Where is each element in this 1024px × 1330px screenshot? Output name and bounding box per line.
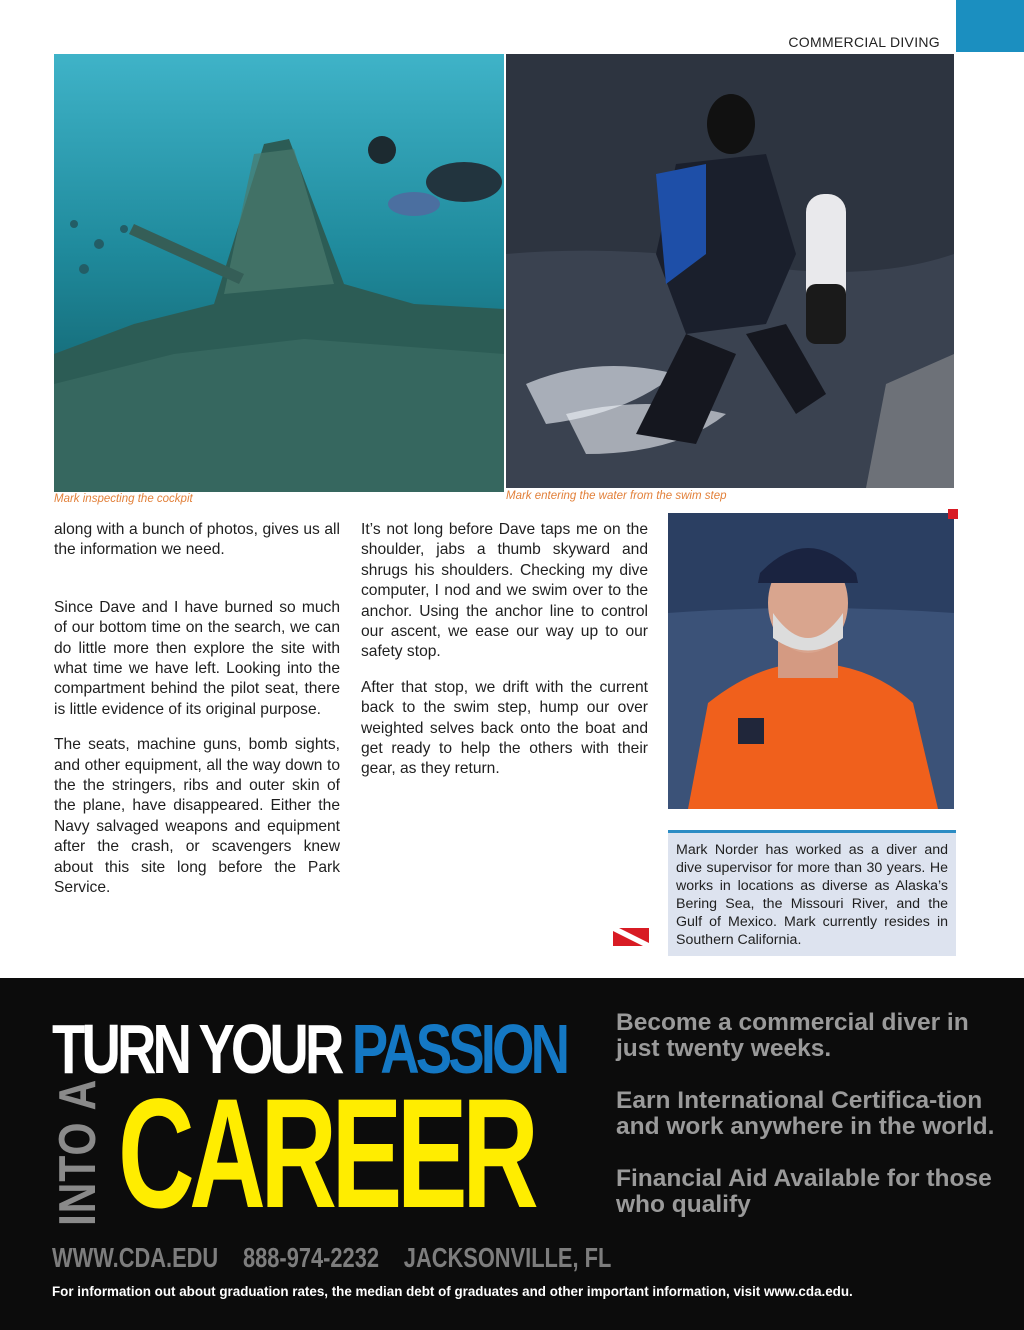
article-paragraph: It’s not long before Dave taps me on the shoulder, jabs a thumb skyward and shrugs his shoulders. Checking my dive computer, I nod and we swim over to the anchor. Using the anchor line to control our ascent, we ease our way up to our safety stop.	[361, 521, 648, 661]
section-label: COMMERCIAL DIVING	[788, 34, 940, 50]
ad-website[interactable]: WWW.CDA.EDU	[52, 1242, 219, 1273]
photo-cockpit	[54, 54, 504, 492]
ad-headline-white: TURN YOUR	[52, 1010, 341, 1088]
ad-headline-blue: PASSION	[351, 1010, 567, 1088]
ad-footnote: For information out about graduation rates, the median debt of graduates and other important information, visit www.cda.edu.	[52, 1284, 853, 1299]
ad-selling-points	[616, 1010, 996, 1244]
caption-swim-step: Mark entering the water from the swim step	[506, 490, 727, 502]
article-column-1	[54, 520, 340, 914]
author-bio-box	[668, 830, 956, 956]
photo-mark-norder	[668, 513, 954, 809]
ad-point: Become a commercial diver in just twenty weeks.	[616, 1009, 969, 1062]
caption-cockpit: Mark inspecting the cockpit	[54, 493, 193, 505]
article-paragraph: The seats, machine guns, bomb sights, and other equipment, all the way down to the the stringers, ribs and outer skin of the plane, have disappeared. Either the Navy salvaged weapons and equipment after the crash, or scavengers knew about this site long before the Park Service.	[54, 736, 340, 897]
ad-into-vertical: INTO A	[49, 1078, 107, 1226]
dive-flag-icon	[613, 928, 649, 946]
ad-contact-line	[52, 1242, 630, 1274]
article-paragraph: Since Dave and I have burned so much of our bottom time on the search, we can do little more then explore the site with what time we have left. Looking into the compartment behind the pilot seat, there is little evidence of its original purpose.	[54, 598, 340, 718]
ad-city: JACKSONVILLE, FL	[403, 1242, 612, 1273]
article-column-2	[361, 520, 648, 795]
ad-career: CAREER	[118, 1067, 534, 1241]
corner-marker	[948, 509, 958, 519]
ad-phone: 888-974-2232	[242, 1242, 380, 1273]
article-paragraph: along with a bunch of photos, gives us all the information we need.	[54, 521, 340, 559]
author-bio-text: Mark Norder has worked as a diver and dive supervisor for more than 30 years. He works in locations as diverse as Alaska’s Bering Sea, the Missouri River, and the Gulf of Mexico. Mark currently resides in Southern California.	[676, 842, 948, 948]
ad-point: Earn International Certifica-tion and work anywhere in the world.	[616, 1087, 995, 1140]
ad-point: Financial Aid Available for those who qualify	[616, 1165, 992, 1218]
section-color-tab	[956, 0, 1024, 52]
photo-swim-step	[506, 54, 954, 488]
article-paragraph: After that stop, we drift with the current back to the swim step, hump our over weighted selves back onto the boat and get ready to help the others with their gear, as they return.	[361, 678, 648, 778]
